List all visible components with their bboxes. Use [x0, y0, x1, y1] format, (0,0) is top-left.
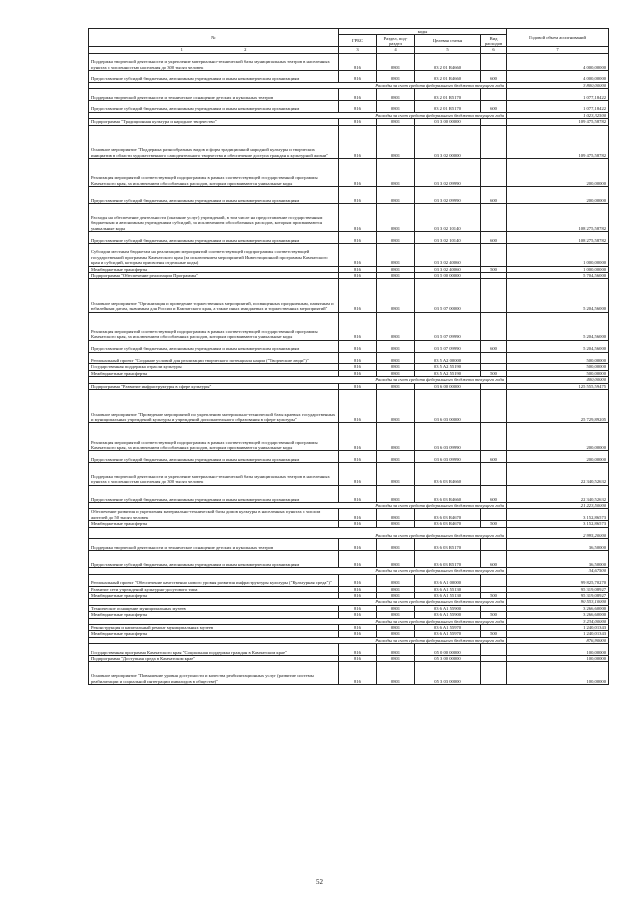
row-target: 03 2 01 R4660 [415, 71, 481, 83]
row-grbs: 816 [339, 644, 377, 656]
row-amount: 200,00000 [507, 451, 609, 463]
row-expense-type [481, 644, 507, 656]
row-target: 03 6 03 R5170 [415, 551, 481, 568]
row-amount: 500,00000 [507, 364, 609, 370]
row-target: 03 6 03 09990 [415, 451, 481, 463]
row-amount: 5 704,56000 [507, 272, 609, 278]
row-amount: 200,00000 [507, 187, 609, 204]
row-amount: 109 475,58782 [507, 119, 609, 125]
index-cell-4: 4 [377, 47, 415, 53]
row-target: 03 2 01 R5170 [415, 89, 481, 101]
row-section: 0801 [377, 53, 415, 70]
row-name: Субсидии местным бюджетам на реализацию мероприятий соответствующей подпрограммы соответствующей государственной программы Камчатского края (за исключением мероприятий Инвестиционной программы Камчатского края и субсидий, которым присвоены отдельные коды) [89, 243, 339, 266]
row-name: Основное мероприятие "Организация и проведение торжественных мероприятий, посвященных праздничным, памятным и юбилейным датам, значимым для России и Камчатского края, а также иных имиджевых и торжественных мероприятий" [89, 279, 339, 312]
row-target: 05 3 00 00000 [415, 656, 481, 662]
row-amount: 108 275,58782 [507, 204, 609, 232]
note-label: Расходы за счет средств федерального бюджета текущего года [89, 502, 507, 508]
row-grbs: 816 [339, 204, 377, 232]
table-row [89, 204, 609, 232]
row-target: 03 3 02 10140 [415, 204, 481, 232]
table-row [89, 509, 609, 521]
row-section: 0801 [377, 89, 415, 101]
note-label: Расходы за счет средств федерального бюджета текущего года [89, 637, 507, 643]
row-grbs: 816 [339, 539, 377, 551]
row-amount: 1 077,18422 [507, 89, 609, 101]
table-row [89, 644, 609, 656]
row-target: 03 6 00 00000 [415, 383, 481, 389]
row-amount: 3 266,60000 [507, 605, 609, 611]
table-row [89, 539, 609, 551]
row-expense-type [481, 125, 507, 158]
table-row [89, 340, 609, 352]
table-row [89, 423, 609, 451]
row-expense-type [481, 423, 507, 451]
row-target: 05 3 03 00000 [415, 662, 481, 685]
row-amount: 108 275,58782 [507, 232, 609, 244]
row-target: 03 3 02 40060 [415, 266, 481, 272]
row-target: 03 5 07 09990 [415, 340, 481, 352]
row-name: Подпрограмма "Доступная среда в Камчатском крае" [89, 656, 339, 662]
table-row [89, 232, 609, 244]
row-target: 03 6 03 R4660 [415, 463, 481, 486]
row-target: 03 2 01 R5170 [415, 101, 481, 113]
row-grbs: 816 [339, 159, 377, 187]
row-name: Региональный проект "Создание условий для реализации творческого потенциала нации ("Творческие люди")" [89, 352, 339, 364]
row-section: 0801 [377, 340, 415, 352]
budget-table [88, 28, 609, 685]
row-name: Поддержка творческой деятельности и техническое оснащение детских и кукольных театров [89, 539, 339, 551]
row-name: Расходы на обеспечение деятельности (оказание услуг) учреждений, в том числе на предоставление государственным бюджетным и автономным учреждениям субсидий, за исключением обособленных расходов, которым присваиваются уникальные коды [89, 204, 339, 232]
row-section: 0801 [377, 232, 415, 244]
row-amount: 4 000,00000 [507, 71, 609, 83]
row-target: 03 5 07 00000 [415, 279, 481, 312]
row-target: 03 3 00 00000 [415, 119, 481, 125]
table-row [89, 71, 609, 83]
note-amount: 400,00000 [507, 377, 609, 383]
table-row [89, 89, 609, 101]
row-expense-type: 600 [481, 232, 507, 244]
row-expense-type [481, 352, 507, 364]
row-target: 03 6 A1 55900 [415, 605, 481, 611]
row-name: Предоставление субсидий бюджетным, автономным учреждениям и иным некоммерческим организациям [89, 232, 339, 244]
row-expense-type [481, 53, 507, 70]
row-name: Государственная поддержка отрасли культуры [89, 364, 339, 370]
row-target: 03 6 03 00000 [415, 390, 481, 423]
row-expense-type: 600 [481, 485, 507, 502]
row-section: 0801 [377, 539, 415, 551]
row-expense-type: 600 [481, 340, 507, 352]
row-name: Государственная программа Камчатского края "Социальная поддержка граждан в Камчатском крае" [89, 644, 339, 656]
row-amount: 200,00000 [507, 423, 609, 451]
row-target: 03 6 A1 55970 [415, 625, 481, 631]
row-amount: 22 340,52632 [507, 463, 609, 486]
row-target: 03 6 A1 55130 [415, 592, 481, 598]
row-section: 0801 [377, 364, 415, 370]
note-label: Расходы за счет средств федерального бюджета текущего года [89, 82, 507, 88]
table-row [89, 662, 609, 685]
row-section: 0801 [377, 125, 415, 158]
table-row [89, 390, 609, 423]
row-target: 03 5 A2 55190 [415, 364, 481, 370]
row-grbs: 816 [339, 383, 377, 389]
row-amount: 3 152,86573 [507, 509, 609, 521]
row-section: 0801 [377, 159, 415, 187]
header-number: № [89, 29, 339, 47]
row-name: Межбюджетные трансферты [89, 612, 339, 618]
row-name: Обеспечение развития и укрепления материально-технической базы домов культуры в населенных пунктах с числом жителей до 50 тысяч человек [89, 509, 339, 521]
row-name: Реализация мероприятий соответствующей подпрограммы в рамках соответствующей государственной программы Камчатского края, за исключением обособленных расходов, которым присваиваются уникальные коды [89, 312, 339, 340]
federal-note-row [89, 527, 609, 539]
row-amount: 5 204,56000 [507, 340, 609, 352]
row-section: 0801 [377, 71, 415, 83]
row-grbs: 816 [339, 312, 377, 340]
row-expense-type [481, 89, 507, 101]
row-expense-type: 500 [481, 612, 507, 618]
table-row [89, 551, 609, 568]
note-label: Расходы за счет средств федерального бюджета текущего года [89, 618, 507, 624]
row-grbs: 816 [339, 586, 377, 592]
row-name: Поддержка творческой деятельности и техническое оснащение детских и кукольных театров [89, 89, 339, 101]
row-section: 0801 [377, 485, 415, 502]
row-target: 03 6 A1 00000 [415, 574, 481, 586]
row-expense-type: 500 [481, 521, 507, 527]
row-name: Развитие сети учреждений культурно-досугового типа [89, 586, 339, 592]
note-label: Расходы за счет средств федерального бюджета текущего года [89, 599, 507, 605]
row-name: Поддержка творческой деятельности и укрепление материально-технической базы муниципальных театров в населенных пунктах с численностью населения до 300 тысяч человек [89, 53, 339, 70]
note-label: Расходы за счет средств федерального бюджета текущего года [89, 377, 507, 383]
row-target: 03 5 A2 55190 [415, 370, 481, 376]
row-name: Основное мероприятие "Поддержка разнообразных видов и форм традиционной народной культуры и творческих инициатив в области художественного самодеятельного творчества и обеспечение доступа граждан к культурной жизни" [89, 125, 339, 158]
note-amount: 34,67500 [507, 568, 609, 574]
row-amount: 1 077,18422 [507, 101, 609, 113]
row-grbs: 816 [339, 551, 377, 568]
row-name: Региональный проект "Обеспечение качественно нового уровня развития инфраструктуры культуры ("Культурная среда")" [89, 574, 339, 586]
row-target: 03 6 03 R4670 [415, 509, 481, 521]
row-section: 0801 [377, 312, 415, 340]
row-section: 0801 [377, 279, 415, 312]
row-name: Межбюджетные трансферты [89, 370, 339, 376]
row-section: 0801 [377, 266, 415, 272]
table-row [89, 159, 609, 187]
row-name: Предоставление субсидий бюджетным, автономным учреждениям и иным некоммерческим организациям [89, 187, 339, 204]
row-grbs: 816 [339, 631, 377, 637]
row-grbs: 816 [339, 272, 377, 278]
table-row [89, 463, 609, 486]
row-target: 03 3 02 40060 [415, 243, 481, 266]
row-target: 03 5 07 09990 [415, 312, 481, 340]
row-section: 0801 [377, 662, 415, 685]
note-amount: 3 800,00000 [507, 82, 609, 88]
row-section: 0801 [377, 463, 415, 486]
row-name: Подпрограмма "Традиционная культура и народное творчество" [89, 119, 339, 125]
row-amount: 1 240,01343 [507, 625, 609, 631]
row-name: Основное мероприятие "Проведение мероприятий по укреплению материально-технической базы краевых государственных и муниципальных учреждений культуры и учреждений дополнительного образования в сфере культуры" [89, 390, 339, 423]
row-expense-type: 500 [481, 631, 507, 637]
header-annual: Годовой объем ассигнований [507, 29, 609, 47]
row-amount: 4 000,00000 [507, 53, 609, 70]
row-amount: 5 204,56000 [507, 312, 609, 340]
row-expense-type [481, 539, 507, 551]
note-amount: 2 995,20000 [507, 527, 609, 539]
row-target: 03 6 A1 55970 [415, 631, 481, 637]
row-grbs: 816 [339, 119, 377, 125]
header-expense-type: Вид расходов [481, 35, 507, 47]
table-row [89, 187, 609, 204]
row-grbs: 816 [339, 364, 377, 370]
row-expense-type [481, 390, 507, 423]
index-cell-7: 7 [507, 47, 609, 53]
row-expense-type [481, 312, 507, 340]
row-name: Предоставление субсидий бюджетным, автономным учреждениям и иным некоммерческим организациям [89, 551, 339, 568]
row-expense-type: 500 [481, 370, 507, 376]
row-section: 0801 [377, 574, 415, 586]
row-expense-type [481, 243, 507, 266]
header-section: Раздел, под-раздел [377, 35, 415, 47]
row-name: Предоставление субсидий бюджетным, автономным учреждениям и иным некоммерческим организациям [89, 451, 339, 463]
row-grbs: 816 [339, 89, 377, 101]
row-name: Предоставление субсидий бюджетным, автономным учреждениям и иным некоммерческим организациям [89, 340, 339, 352]
row-section: 0801 [377, 352, 415, 364]
index-cell-3: 3 [339, 47, 377, 53]
row-amount: 100,00000 [507, 656, 609, 662]
row-section: 0801 [377, 644, 415, 656]
row-amount: 100,00000 [507, 644, 609, 656]
row-target: 03 2 01 R4660 [415, 53, 481, 70]
row-expense-type [481, 574, 507, 586]
row-grbs: 816 [339, 625, 377, 631]
row-amount: 22 340,52632 [507, 485, 609, 502]
row-amount: 1 240,01343 [507, 631, 609, 637]
row-amount: 3 152,86573 [507, 521, 609, 527]
row-name: Основное мероприятие "Повышение уровня доступности и качества реабилитационных услуг (развитие системы реабилитации и социальной интеграции инвалидов в обществе)" [89, 662, 339, 685]
row-section: 0801 [377, 551, 415, 568]
table-row [89, 125, 609, 158]
row-amount: 500,00000 [507, 352, 609, 364]
row-expense-type [481, 509, 507, 521]
row-grbs: 816 [339, 352, 377, 364]
row-section: 0801 [377, 625, 415, 631]
header-grbs: ГРБС [339, 35, 377, 47]
row-section: 0801 [377, 390, 415, 423]
row-section: 0801 [377, 101, 415, 113]
row-section: 0801 [377, 521, 415, 527]
row-amount: 25 729,89205 [507, 390, 609, 423]
row-target: 03 6 03 R5170 [415, 539, 481, 551]
row-amount: 1 000,00000 [507, 266, 609, 272]
row-grbs: 816 [339, 125, 377, 158]
row-grbs: 816 [339, 232, 377, 244]
row-section: 0801 [377, 656, 415, 662]
row-amount: 5 204,56000 [507, 279, 609, 312]
row-grbs: 816 [339, 340, 377, 352]
row-target: 03 6 A1 55130 [415, 586, 481, 592]
row-grbs: 816 [339, 521, 377, 527]
row-grbs: 816 [339, 423, 377, 451]
row-grbs: 816 [339, 485, 377, 502]
row-name: Поддержка творческой деятельности и укрепление материально-технической базы муниципальных театров в населенных пунктах с численностью населения до 300 тысяч человек [89, 463, 339, 486]
row-amount: 95 319,08927 [507, 586, 609, 592]
row-grbs: 816 [339, 463, 377, 486]
note-label: Расходы за счет средств федерального бюджета текущего года [89, 527, 507, 539]
table-row [89, 352, 609, 364]
header-target: Целевая статья [415, 35, 481, 47]
row-expense-type: 600 [481, 71, 507, 83]
table-row [89, 312, 609, 340]
row-name: Межбюджетные трансферты [89, 521, 339, 527]
row-target: 03 6 03 09990 [415, 423, 481, 451]
index-cell-6: 6 [481, 47, 507, 53]
row-amount: 95 319,08927 [507, 592, 609, 598]
row-amount: 109 475,58782 [507, 125, 609, 158]
row-expense-type [481, 204, 507, 232]
row-section: 0801 [377, 586, 415, 592]
note-amount: 876,90000 [507, 637, 609, 643]
row-expense-type [481, 463, 507, 486]
row-name: Реализация мероприятий соответствующей подпрограммы в рамках соответствующей государственной программы Камчатского края, за исключением обособленных расходов, которым присваиваются уникальные коды [89, 423, 339, 451]
row-expense-type: 600 [481, 101, 507, 113]
row-grbs: 816 [339, 656, 377, 662]
index-cell-1: 1 2 [89, 47, 339, 53]
row-target: 03 6 03 R4670 [415, 521, 481, 527]
row-amount: 125 555,59475 [507, 383, 609, 389]
row-expense-type: 600 [481, 187, 507, 204]
row-section: 0801 [377, 370, 415, 376]
note-label: Расходы за счет средств федерального бюджета текущего года [89, 112, 507, 118]
row-section: 0801 [377, 592, 415, 598]
row-name: Подпрограмма "Обеспечение реализации Программы" [89, 272, 339, 278]
row-grbs: 816 [339, 187, 377, 204]
index-cell-5: 5 [415, 47, 481, 53]
row-name: Межбюджетные трансферты [89, 631, 339, 637]
row-section: 0801 [377, 119, 415, 125]
row-name: Предоставление субсидий бюджетным, автономным учреждениям и иным некоммерческим организациям [89, 485, 339, 502]
row-name: Предоставление субсидий бюджетным, автономным учреждениям и иным некоммерческим организациям [89, 71, 339, 83]
row-amount: 500,00000 [507, 370, 609, 376]
row-target: 03 5 00 00000 [415, 272, 481, 278]
row-grbs: 816 [339, 662, 377, 685]
row-target: 03 6 A1 55900 [415, 612, 481, 618]
note-amount: 21 223,50000 [507, 502, 609, 508]
row-grbs: 816 [339, 279, 377, 312]
row-section: 0801 [377, 272, 415, 278]
row-section: 0801 [377, 631, 415, 637]
row-grbs: 816 [339, 605, 377, 611]
row-grbs: 816 [339, 592, 377, 598]
table-row [89, 574, 609, 586]
row-section: 0801 [377, 204, 415, 232]
note-amount: 3 234,00000 [507, 618, 609, 624]
row-expense-type: 600 [481, 551, 507, 568]
table-row [89, 451, 609, 463]
row-name: Подпрограмма "Развитие инфраструктуры в сфере культуры" [89, 383, 339, 389]
row-grbs: 816 [339, 101, 377, 113]
row-section: 0801 [377, 187, 415, 204]
row-target: 03 3 02 09990 [415, 159, 481, 187]
row-amount: 1 000,00000 [507, 243, 609, 266]
row-amount: 100,00000 [507, 662, 609, 685]
row-target: 03 5 A2 00000 [415, 352, 481, 364]
row-target: 05 0 00 00000 [415, 644, 481, 656]
row-grbs: 816 [339, 71, 377, 83]
table-row [89, 243, 609, 266]
row-name: Предоставление субсидий бюджетным, автономным учреждениям и иным некоммерческим организациям [89, 101, 339, 113]
table-row [89, 53, 609, 70]
note-amount: 1 023,32500 [507, 112, 609, 118]
row-section: 0801 [377, 383, 415, 389]
row-name: Техническое оснащение муниципальных музеев [89, 605, 339, 611]
table-row [89, 101, 609, 113]
row-section: 0801 [377, 612, 415, 618]
row-expense-type [481, 159, 507, 187]
row-grbs: 816 [339, 451, 377, 463]
row-grbs: 816 [339, 370, 377, 376]
row-section: 0801 [377, 451, 415, 463]
row-name: Межбюджетные трансферты [89, 266, 339, 272]
note-amount: 90 553,10000 [507, 599, 609, 605]
budget-table-sheet [88, 28, 608, 685]
row-grbs: 816 [339, 243, 377, 266]
row-name: Реализация мероприятий соответствующей подпрограммы в рамках соответствующей государственной программы Камчатского края, за исключением обособленных расходов, которым присваиваются уникальные коды [89, 159, 339, 187]
row-grbs: 816 [339, 612, 377, 618]
header-codes: коды [339, 29, 507, 35]
row-section: 0801 [377, 509, 415, 521]
row-target: 03 3 02 10140 [415, 232, 481, 244]
row-amount: 200,00000 [507, 159, 609, 187]
row-section: 0801 [377, 243, 415, 266]
row-expense-type: 500 [481, 592, 507, 598]
table-body [89, 53, 609, 684]
row-section: 0801 [377, 605, 415, 611]
table-row [89, 485, 609, 502]
note-label: Расходы за счет средств федерального бюджета текущего года [89, 568, 507, 574]
row-grbs: 816 [339, 266, 377, 272]
row-expense-type [481, 279, 507, 312]
row-expense-type: 600 [481, 451, 507, 463]
row-name: Межбюджетные трансферты [89, 592, 339, 598]
row-grbs: 816 [339, 53, 377, 70]
row-grbs: 816 [339, 390, 377, 423]
row-name: Реконструкция и капитальный ремонт муниципальных музеев [89, 625, 339, 631]
row-target: 03 3 02 09990 [415, 187, 481, 204]
row-expense-type [481, 662, 507, 685]
row-target: 03 3 02 00000 [415, 125, 481, 158]
row-amount: 3 266,60000 [507, 612, 609, 618]
row-expense-type: 500 [481, 266, 507, 272]
page-number: 52 [316, 878, 323, 886]
row-grbs: 816 [339, 574, 377, 586]
table-row [89, 279, 609, 312]
row-grbs: 816 [339, 509, 377, 521]
row-target: 03 6 03 R4660 [415, 485, 481, 502]
row-section: 0801 [377, 423, 415, 451]
row-amount: 36,50000 [507, 551, 609, 568]
row-amount: 99 825,70270 [507, 574, 609, 586]
row-amount: 36,50000 [507, 539, 609, 551]
